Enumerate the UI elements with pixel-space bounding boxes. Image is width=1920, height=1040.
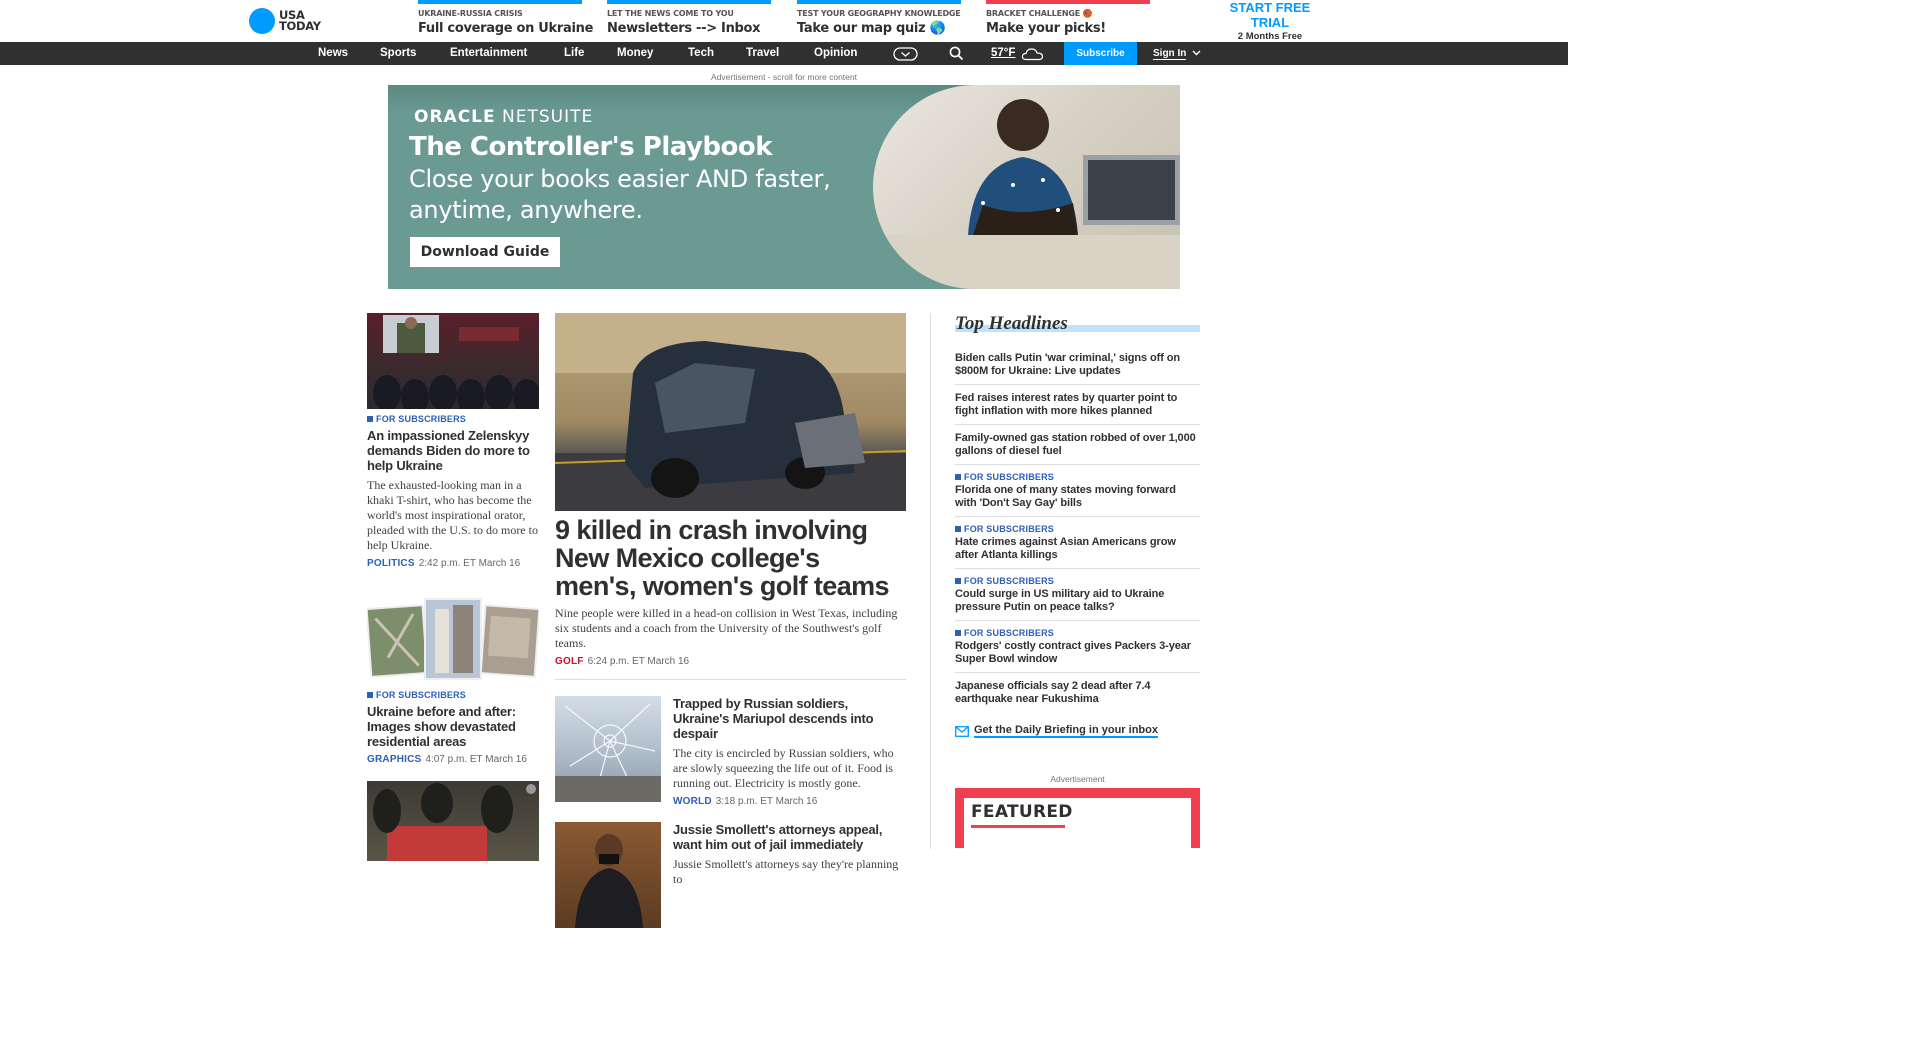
subscriber-tag-label: FOR SUBSCRIBERS (964, 576, 1055, 586)
section-link[interactable]: WORLD (673, 796, 712, 807)
ad-banner[interactable] (388, 85, 1180, 289)
logo-line1: USA (279, 8, 305, 22)
headline-item[interactable] (955, 517, 1200, 569)
ad-photo (873, 85, 1180, 289)
story-image (367, 781, 539, 861)
sign-in-button[interactable] (1153, 42, 1201, 65)
story-summary: The city is encircled by Russian soldiers, who are slowly squeezing the life out of it. Food is running out. Electricity is mostly gone. (673, 746, 894, 790)
main-story-headline[interactable]: 9 killed in crash involving New Mexico college's men's, women's golf teams (555, 515, 889, 601)
featured-ad-inner (964, 798, 1191, 848)
trial-line2: TRIAL (1250, 15, 1290, 30)
subscriber-tag (367, 414, 539, 424)
story-summary: Jussie Smollett's attorneys say they're planning to (673, 857, 899, 886)
mail-icon (955, 726, 969, 737)
promo-ukraine[interactable] (418, 0, 594, 36)
promo-bar-accent (986, 0, 1150, 4)
nav-news[interactable]: News (318, 47, 349, 59)
section-link[interactable]: GOLF (555, 656, 584, 667)
top-headlines-title (955, 313, 1200, 335)
subscriber-tag (955, 472, 1200, 482)
spacer (955, 335, 1200, 345)
promo-bar-accent (607, 0, 771, 4)
story-card[interactable] (555, 822, 906, 928)
promo-title: Make your picks! (986, 21, 1106, 36)
nav-travel[interactable]: Travel (746, 47, 780, 59)
divider (555, 679, 906, 680)
subscriber-icon (955, 578, 961, 584)
subscriber-tag-label: FOR SUBSCRIBERS (964, 524, 1055, 534)
story-image (555, 822, 661, 928)
subscriber-tag-label: FOR SUBSCRIBERS (964, 628, 1055, 638)
timestamp: 3:18 p.m. ET March 16 (715, 796, 818, 807)
story-card[interactable] (367, 781, 539, 861)
promo-title: Take our map quiz 🌎 (797, 21, 946, 36)
usa-today-logo[interactable] (249, 8, 321, 34)
top-headlines-title-text: Top Headlines (955, 313, 1068, 334)
story-meta (555, 656, 906, 667)
ad-subtitle: Close your books easier AND faster, anytime, anywhere. (409, 165, 831, 224)
ad-download-button[interactable]: Download Guide (410, 237, 560, 267)
nav-money[interactable]: Money (617, 47, 654, 59)
promo-kicker: BRACKET CHALLENGE 🏀 (986, 9, 1093, 18)
story-card[interactable] (367, 313, 539, 569)
subscriber-tag (955, 628, 1200, 638)
promo-bar (0, 0, 1568, 42)
headline-text: Could surge in US military aid to Ukraine pressure Putin on peace talks? (955, 588, 1165, 613)
subscriber-icon (955, 474, 961, 480)
nav-entertainment[interactable]: Entertainment (450, 47, 528, 59)
column-separator (930, 313, 931, 849)
search-icon[interactable] (949, 42, 964, 65)
story-card[interactable] (555, 696, 906, 807)
ad-brand-oracle: ORACLE (414, 107, 496, 127)
promo-title: Full coverage on Ukraine (418, 21, 594, 36)
headline-text: Family-owned gas station robbed of over 1,000 gallons of diesel fuel (955, 432, 1196, 457)
promo-kicker: LET THE NEWS COME TO YOU (607, 9, 734, 18)
story-image (555, 696, 661, 802)
trial-sub: 2 Months Free (1237, 31, 1303, 42)
trial-line1: START FREE (1229, 0, 1311, 15)
subscriber-tag-label: FOR SUBSCRIBERS (376, 414, 467, 424)
weather-temp[interactable]: 57°F (991, 47, 1016, 59)
promo-map-quiz[interactable] (797, 0, 961, 36)
headline-text: Florida one of many states moving forward with 'Don't Say Gay' bills (955, 484, 1176, 509)
headline-item[interactable] (955, 465, 1200, 517)
timestamp: 4:07 p.m. ET March 16 (425, 754, 527, 765)
headline-text: Japanese officials say 2 dead after 7.4 earthquake near Fukushima (955, 680, 1151, 705)
promo-kicker: TEST YOUR GEOGRAPHY KNOWLEDGE (797, 9, 961, 18)
cloud-icon[interactable] (1021, 42, 1044, 65)
main-story-image[interactable] (555, 313, 906, 511)
promo-bar-accent (418, 0, 582, 4)
headline-item[interactable] (955, 621, 1200, 673)
promo-bracket[interactable] (986, 0, 1150, 36)
subscribe-button[interactable]: Subscribe (1064, 42, 1137, 65)
logo-line2: TODAY (279, 19, 321, 33)
story-summary: The exhausted-looking man in a khaki T-shirt, who has become the world's most inspirational orator, pleaded with the U.S. to do more to help Ukraine. (367, 478, 538, 552)
promo-title: Newsletters --> Inbox (607, 21, 761, 36)
headline-item[interactable] (955, 425, 1200, 465)
story-card[interactable] (367, 597, 539, 765)
main-story-summary: Nine people were killed in a head-on collision in West Texas, including six students and a coach from the University of the Southwest's golf teams. (555, 606, 898, 650)
logo-dot-icon (249, 8, 275, 34)
main-nav (0, 42, 1568, 65)
promo-kicker: UKRAINE-RUSSIA CRISIS (418, 9, 523, 18)
subscriber-icon (955, 630, 961, 636)
subscriber-tag-label: FOR SUBSCRIBERS (964, 472, 1055, 482)
sign-in-label: Sign In (1153, 48, 1187, 59)
headline-item[interactable] (955, 673, 1200, 712)
more-icon[interactable] (893, 42, 918, 65)
story-meta (367, 754, 539, 765)
featured-ad[interactable] (955, 788, 1200, 848)
headline-text: Fed raises interest rates by quarter point to fight inflation with more hikes planned (955, 392, 1178, 417)
story-image (367, 313, 539, 409)
ad-note: Advertisement - scroll for more content (711, 72, 857, 82)
left-column (367, 313, 539, 861)
headline-text: Hate crimes against Asian Americans grow after Atlanta killings (955, 536, 1176, 561)
promo-newsletters[interactable] (607, 0, 771, 36)
section-link[interactable]: GRAPHICS (367, 754, 422, 765)
timestamp: 2:42 p.m. ET March 16 (418, 558, 521, 569)
headline-item[interactable] (955, 385, 1200, 425)
story-headline[interactable]: Jussie Smollett's attorneys appeal, want him out of jail immediately (673, 822, 883, 852)
headline-item[interactable] (955, 345, 1200, 385)
story-meta (367, 558, 539, 569)
nav-opinion[interactable]: Opinion (814, 47, 858, 59)
chevron-down-icon (1192, 50, 1201, 56)
headline-item[interactable] (955, 569, 1200, 621)
subscriber-tag (955, 576, 1200, 586)
top-headlines (955, 313, 1200, 848)
ad-label: Advertisement (1050, 774, 1105, 784)
daily-briefing-text: Get the Daily Briefing in your inbox (974, 724, 1158, 736)
headline-text: Biden calls Putin 'war criminal,' signs off on $800M for Ukraine: Live updates (955, 352, 1180, 377)
start-free-trial-link[interactable] (1222, 0, 1318, 42)
daily-briefing-link[interactable] (955, 724, 1200, 738)
subscriber-icon (367, 416, 373, 422)
promo-bar-accent (797, 0, 961, 4)
subscriber-tag-label: FOR SUBSCRIBERS (376, 690, 467, 700)
ad-brand (414, 107, 593, 127)
story-headline[interactable]: Ukraine before and after: Images show devastated residential areas (367, 704, 516, 749)
main-column (555, 313, 906, 928)
story-headline[interactable]: Trapped by Russian soldiers, Ukraine's Mariupol descends into despair (673, 696, 874, 741)
featured-label: FEATURED (971, 802, 1073, 822)
nav-sports[interactable]: Sports (380, 47, 417, 59)
nav-life[interactable]: Life (564, 47, 585, 59)
section-link[interactable]: POLITICS (367, 558, 415, 569)
subscriber-tag (955, 524, 1200, 534)
story-image (367, 597, 539, 685)
story-body (673, 696, 906, 807)
ad-title: The Controller's Playbook (409, 132, 773, 162)
subscriber-icon (955, 526, 961, 532)
timestamp: 6:24 p.m. ET March 16 (587, 656, 690, 667)
story-headline[interactable]: An impassioned Zelenskyy demands Biden do more to help Ukraine (367, 428, 530, 473)
headline-text: Rodgers' costly contract gives Packers 3-year Super Bowl window (955, 640, 1191, 665)
subscriber-icon (367, 692, 373, 698)
story-meta (673, 796, 906, 807)
nav-tech[interactable]: Tech (688, 47, 714, 59)
subscriber-tag (367, 690, 539, 700)
story-body (673, 822, 906, 887)
featured-underline (971, 825, 1065, 828)
ad-brand-netsuite: NETSUITE (502, 107, 594, 127)
